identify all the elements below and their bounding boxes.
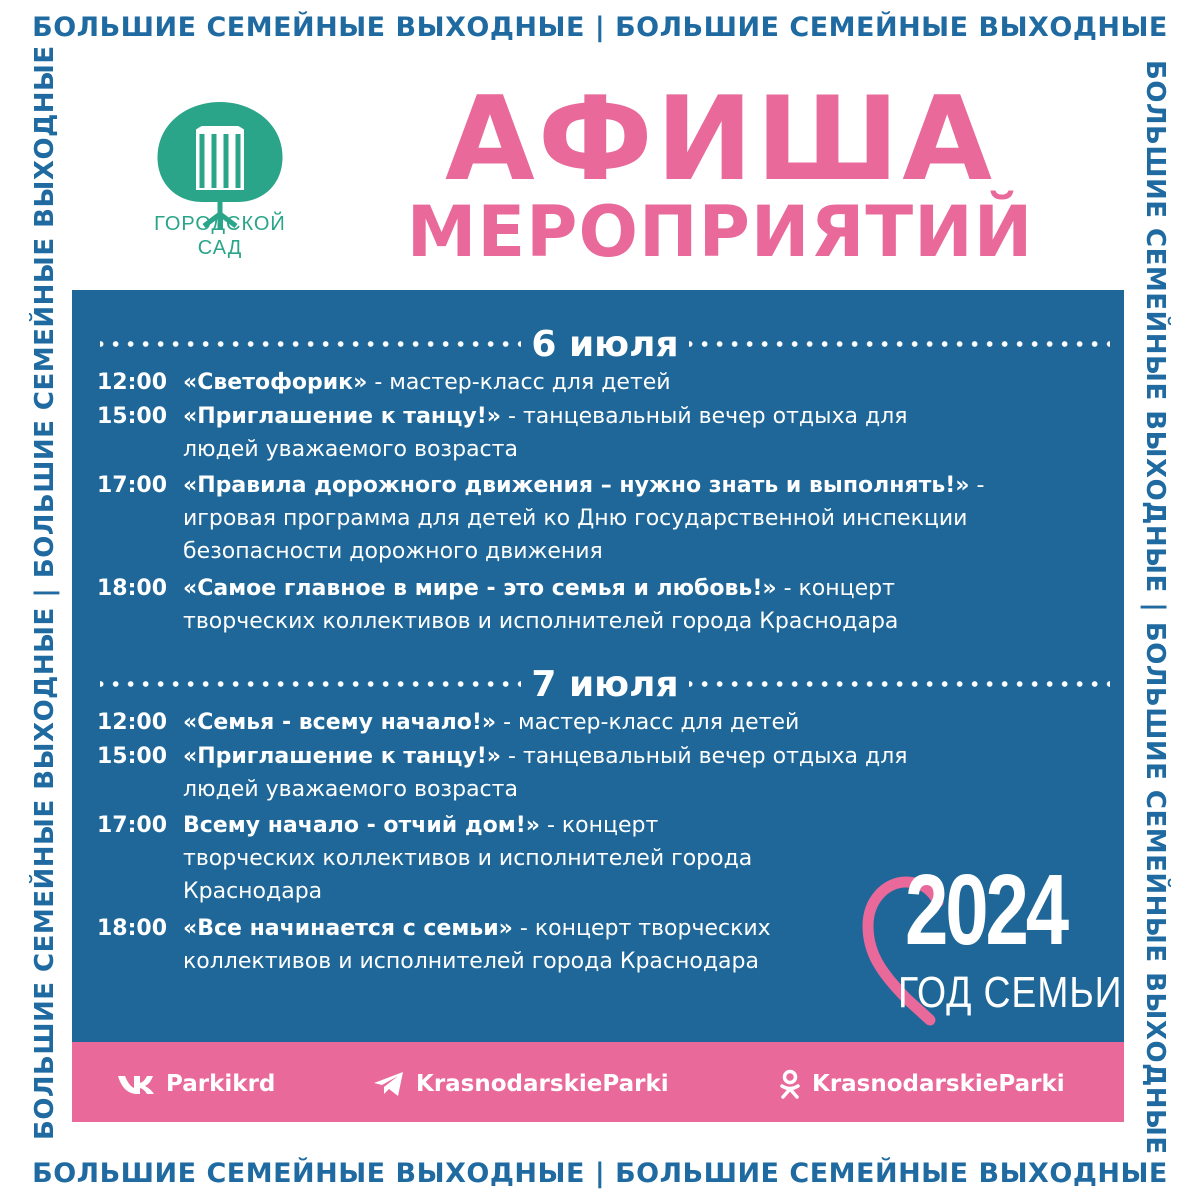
event-item [97,912,857,978]
event-time: 18:00 [97,916,168,941]
event-description: - концерт творческих коллективов и исполнителей города Краснодара [183,916,771,974]
social-link-telegram[interactable] [372,1064,669,1104]
event-item [97,706,1017,739]
frame-text-bottom: БОЛЬШИЕ СЕМЕЙНЫЕ ВЫХОДНЫЕ | БОЛЬШИЕ СЕМЕЙНЫЕ ВЫХОДНЫЕ [32,1158,1168,1189]
telegram-icon [372,1070,406,1098]
dot-divider-left [100,681,521,687]
event-description: - мастер-класс для детей [496,710,800,735]
event-title: «Все начинается с семьи» [183,916,513,941]
day-header [100,322,1110,366]
event-title: «Самое главное в мире - это семья и любовь!» [183,576,777,601]
day-date: 7 июля [531,663,679,705]
event-title: «Приглашение к танцу!» [183,404,502,429]
logo-line1: ГОРОДСКОЙ [154,213,286,235]
day-date: 6 июля [531,323,679,365]
event-description: - мастер-класс для детей [367,370,671,395]
page-subtitle: МЕРОПРИЯТИЙ [406,191,1034,273]
event-time: 17:00 [97,813,168,838]
event-time: 17:00 [97,473,168,498]
dot-divider-left [100,341,521,347]
year-caption: ГОД СЕМЬИ [898,968,1123,1017]
event-item [97,740,987,806]
event-title: «Светофорик» [183,370,368,395]
event-item [97,400,987,466]
event-description: - танцевальный вечер отдыха для людей уважаемого возраста [183,404,908,462]
year-number: 2024 [905,854,1067,966]
event-description: - концерт творческих коллективов и исполнителей города Краснодара [183,576,899,634]
dot-divider-right [689,341,1110,347]
social-handle: Parkikrd [166,1071,276,1097]
logo-line2: САД [197,237,243,259]
event-item [97,572,1027,638]
odnoklassniki-icon [778,1069,802,1099]
event-title: «Приглашение к танцу!» [183,744,502,769]
event-time: 15:00 [97,404,168,429]
dot-divider-right [689,681,1110,687]
vk-icon [116,1073,156,1095]
event-description: - концерт творческих коллективов и исполнителей города Краснодара [183,813,753,904]
event-time: 12:00 [97,370,168,395]
social-handle: KrasnodarskieParki [416,1071,669,1097]
event-time: 18:00 [97,576,168,601]
event-item [97,366,1017,399]
event-description: - танцевальный вечер отдыха для людей уважаемого возраста [183,744,908,802]
event-title: «Семья - всему начало!» [183,710,497,735]
event-title: Всему начало - отчий дом!» [183,813,540,838]
event-time: 12:00 [97,710,168,735]
social-link-vk[interactable] [116,1064,275,1104]
event-description: - игровая программа для детей ко Дню государственной инспекции безопасности дорожного движения [183,473,985,564]
event-item [97,809,757,908]
frame-text-left: БОЛЬШИЕ СЕМЕЙНЫЕ ВЫХОДНЫЕ | БОЛЬШИЕ СЕМЕЙНЫЕ ВЫХОДНЫЕ [30,45,60,1140]
logo-caption [130,212,310,260]
frame-text-right: БОЛЬШИЕ СЕМЕЙНЫЕ ВЫХОДНЫЕ | БОЛЬШИЕ СЕМЕЙНЫЕ ВЫХОДНЫЕ [1140,60,1170,1155]
social-handle: KrasnodarskieParki [812,1071,1065,1097]
event-item [97,469,1077,568]
social-link-odnoklassniki[interactable] [778,1064,1065,1104]
event-title: «Правила дорожного движения – нужно знать и выполнять!» [183,473,970,498]
event-time: 15:00 [97,744,168,769]
page-title: АФИША [445,72,995,207]
frame-text-top: БОЛЬШИЕ СЕМЕЙНЫЕ ВЫХОДНЫЕ | БОЛЬШИЕ СЕМЕЙНЫЕ ВЫХОДНЫЕ [32,12,1168,43]
day-header [100,662,1110,706]
